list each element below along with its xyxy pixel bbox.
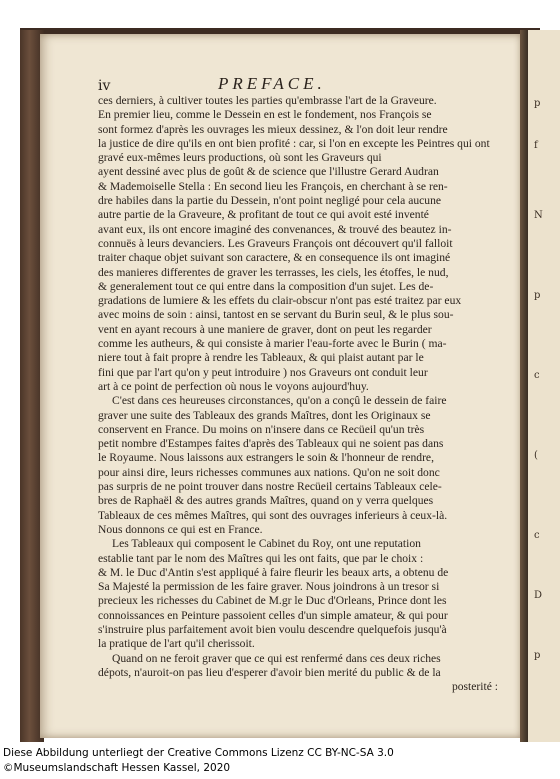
facing-page-edge: p f N p c ( c D p [528,30,560,742]
text-line: Nous donnons ce qui est en France. [98,522,263,536]
text-line: establie tant par le nom des Maîtres qui les ont faits, que par le choix : [98,551,424,565]
text-line: & M. le Duc d'Antin s'est appliqué à faire fleurir les beaux arts, a obtenu de [98,565,449,579]
text-line: Quand on ne feroit graver que ce qui est renfermé dans ces deux riches [112,651,441,665]
text-line: le Royaume. Nous laissons aux estrangers le soin & l'honneur de rendre, [98,451,434,465]
text-line: C'est dans ces heureuses circonstances, qu'on a conçû le dessein de faire [112,394,447,408]
body-text [98,94,498,694]
text-line: fini que par l'art qu'on y peut introduire ) nos Graveurs ont conduit leur [98,365,428,379]
text-line: posterité : [451,680,498,694]
text-line: Tableaux de ces mêmes Maîtres, qui sont des ouvrages inferieurs à ceux-là. [98,508,448,522]
text-line: graver une suite des Tableaux des grands Maîtres, dont les Originaux se [98,408,431,422]
running-title: PREFACE. [218,74,326,93]
text-line: Sa Majesté la permission de les faire graver. Nous joindrons à un tresor si [98,580,440,594]
text-line: la pratique de l'art qu'il cherissoit. [98,637,255,651]
copyright-notice: ©Museumslandschaft Hessen Kassel, 2020 [3,762,231,774]
text-line: dépots, n'auroit-on pas lieu d'esperer d'avoir bien merité du public & de la [98,665,441,679]
text-line: ces derniers, à cultiver toutes les parties qu'embrasse l'art de la Graveure. [98,94,437,107]
text-line: dre habiles dans la partie du Dessein, n'ont point negligé pour cela aucune [98,194,442,208]
text-line: conservent en France. Du moins on n'insere dans ce Recüeil qu'un très [98,422,425,436]
text-line: & Mademoiselle Stella : En second lieu les François, en cherchant à se ren- [98,179,448,193]
text-line: connuës à leurs devanciers. Les Graveurs François ont découvert qu'il falloit [98,236,453,250]
text-line: sont formez d'après les ouvrages les mieux dessinez, & l'on doit leur rendre [98,122,448,136]
license-notice: Diese Abbildung unterliegt der Creative Commons Lizenz CC BY-NC-SA 3.0 [3,747,394,759]
image-credits [3,746,557,776]
page-number: iv [98,78,111,94]
text-line: petit nombre d'Estampes faites d'après des Tableaux qui ne soient pas dans [98,437,444,451]
text-line: connoissances en Peinture passoient celles d'un simple amateur, & qui pour [98,608,448,622]
text-line: art à ce point de perfection où nous le voyons aujourd'huy. [98,379,369,393]
text-line: traiter chaque objet suivant son caractere, & en consequence ils ont imaginé [98,251,451,265]
text-line: comme les autheurs, & qui consiste à marier l'eau-forte avec le Burin ( ma- [98,337,447,351]
text-line: vent en ayant recours à une maniere de graver, dont on peut les regarder [98,322,432,336]
text-line: avant eux, ils ont encore imaginé des convenances, & trouvé des beautez in- [98,222,452,236]
text-line: pour ainsi dire, leurs richesses communes aux nations. Qu'on ne soit donc [98,465,440,479]
text-line: pas surpris de ne point trouver dans nostre Recüeil certains Tableaux cele- [98,480,442,494]
text-line: gradations de lumiere & les effets du clair-obscur n'ont pas esté traitez par eux [98,294,462,308]
text-line: la justice de dire qu'ils en ont bien profité : car, si l'on en excepte les Peintres qui ont gravé eux-mêmes leurs productions, où sont les Graveurs qui [98,136,490,165]
text-line: avec moins de soin : ainsi, tantost en se servant du Burin seul, & le plus sou- [98,308,454,322]
text-line: & generalement tout ce qui entre dans la composition d'un sujet. Les de- [98,279,434,293]
text-line: autre partie de la Graveure, & profitant de tout ce qui avoit esté inventé [98,208,429,222]
text-line: ayent dessiné avec plus de goût & de science que l'illustre Gerard Audran [98,165,439,179]
text-line: Les Tableaux qui composent le Cabinet du Roy, ont une reputation [112,537,421,551]
text-line: niere tout à fait propre à rendre les Tableaux, & qui plaist autant par le [98,351,424,365]
text-line: precieux les richesses du Cabinet de M.gr le Duc d'Orleans, Prince dont les [98,594,447,608]
text-line: En premier lieu, comme le Dessein en est le fondement, nos François se [98,108,432,122]
text-line: s'instruire plus parfaitement avoit bien voulu descendre quelquefois jusqu'à [98,622,447,636]
text-line: des manieres differentes de graver les terrasses, les ciels, les étoffes, le nud, [98,265,449,279]
text-line: bres de Raphaël & des autres grands Maîtres, quand on y verra quelques [98,494,434,508]
